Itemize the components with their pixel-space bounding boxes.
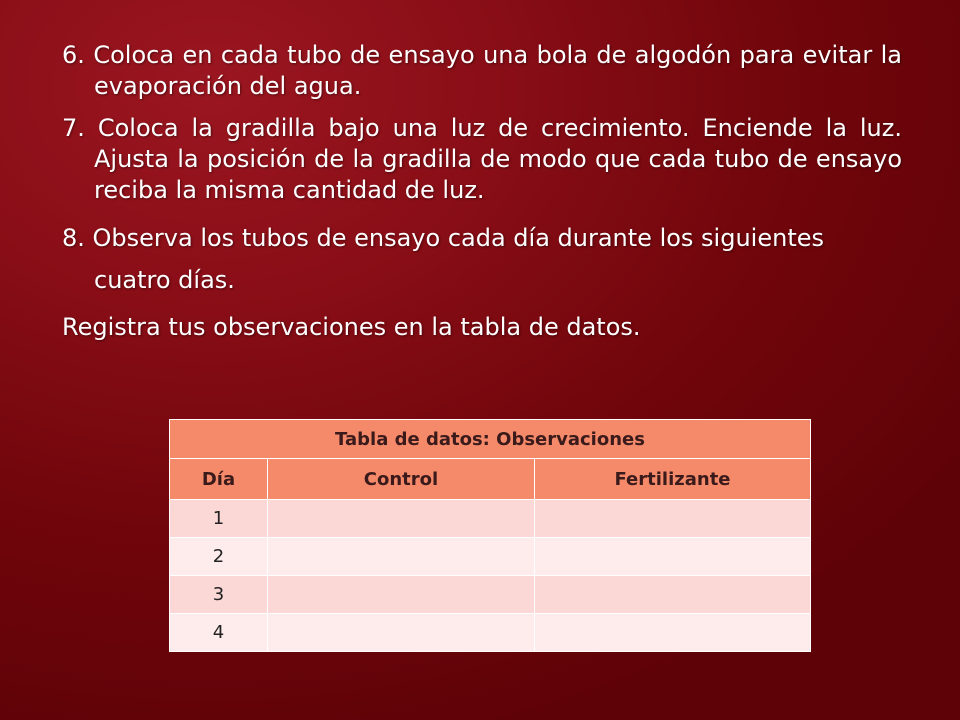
table-row <box>170 538 811 576</box>
fertilizer-cell[interactable] <box>535 500 811 538</box>
day-cell: 1 <box>170 500 268 538</box>
step-number: 6. <box>62 41 94 69</box>
column-header-dia: Día <box>170 459 268 500</box>
fertilizer-cell[interactable] <box>535 614 811 652</box>
observations-table <box>169 419 811 652</box>
table-title: Tabla de datos: Observaciones <box>170 420 811 459</box>
step-number: 8. <box>62 224 93 252</box>
table-row <box>170 614 811 652</box>
step-number: 7. <box>62 114 98 142</box>
control-cell[interactable] <box>268 614 535 652</box>
step-7 <box>62 113 902 206</box>
control-cell[interactable] <box>268 500 535 538</box>
step-text: Coloca en cada tubo de ensayo una bola de algodón para evitar la evaporación del agua. <box>93 41 903 100</box>
step-text: Coloca la gradilla bajo una luz de crecimiento. Enciende la luz. Ajusta la posición de la gradilla de modo que cada tubo de ensayo reciba la misma cantidad de luz. <box>94 114 902 204</box>
closing-instruction: Registra tus observaciones en la tabla de datos. <box>62 313 641 341</box>
day-cell: 2 <box>170 538 268 576</box>
table-title-row <box>170 420 811 459</box>
day-cell: 3 <box>170 576 268 614</box>
fertilizer-cell[interactable] <box>535 538 811 576</box>
instruction-steps <box>62 40 902 354</box>
table-row <box>170 576 811 614</box>
fertilizer-cell[interactable] <box>535 576 811 614</box>
step-6 <box>62 40 902 102</box>
control-cell[interactable] <box>268 576 535 614</box>
column-header-fertilizante: Fertilizante <box>535 459 811 500</box>
table-header-row <box>170 459 811 500</box>
table-row <box>170 500 811 538</box>
control-cell[interactable] <box>268 538 535 576</box>
step-text: Observa los tubos de ensayo cada día durante los siguientes cuatro días. <box>92 224 824 294</box>
column-header-control: Control <box>268 459 535 500</box>
step-8 <box>62 217 902 301</box>
day-cell: 4 <box>170 614 268 652</box>
